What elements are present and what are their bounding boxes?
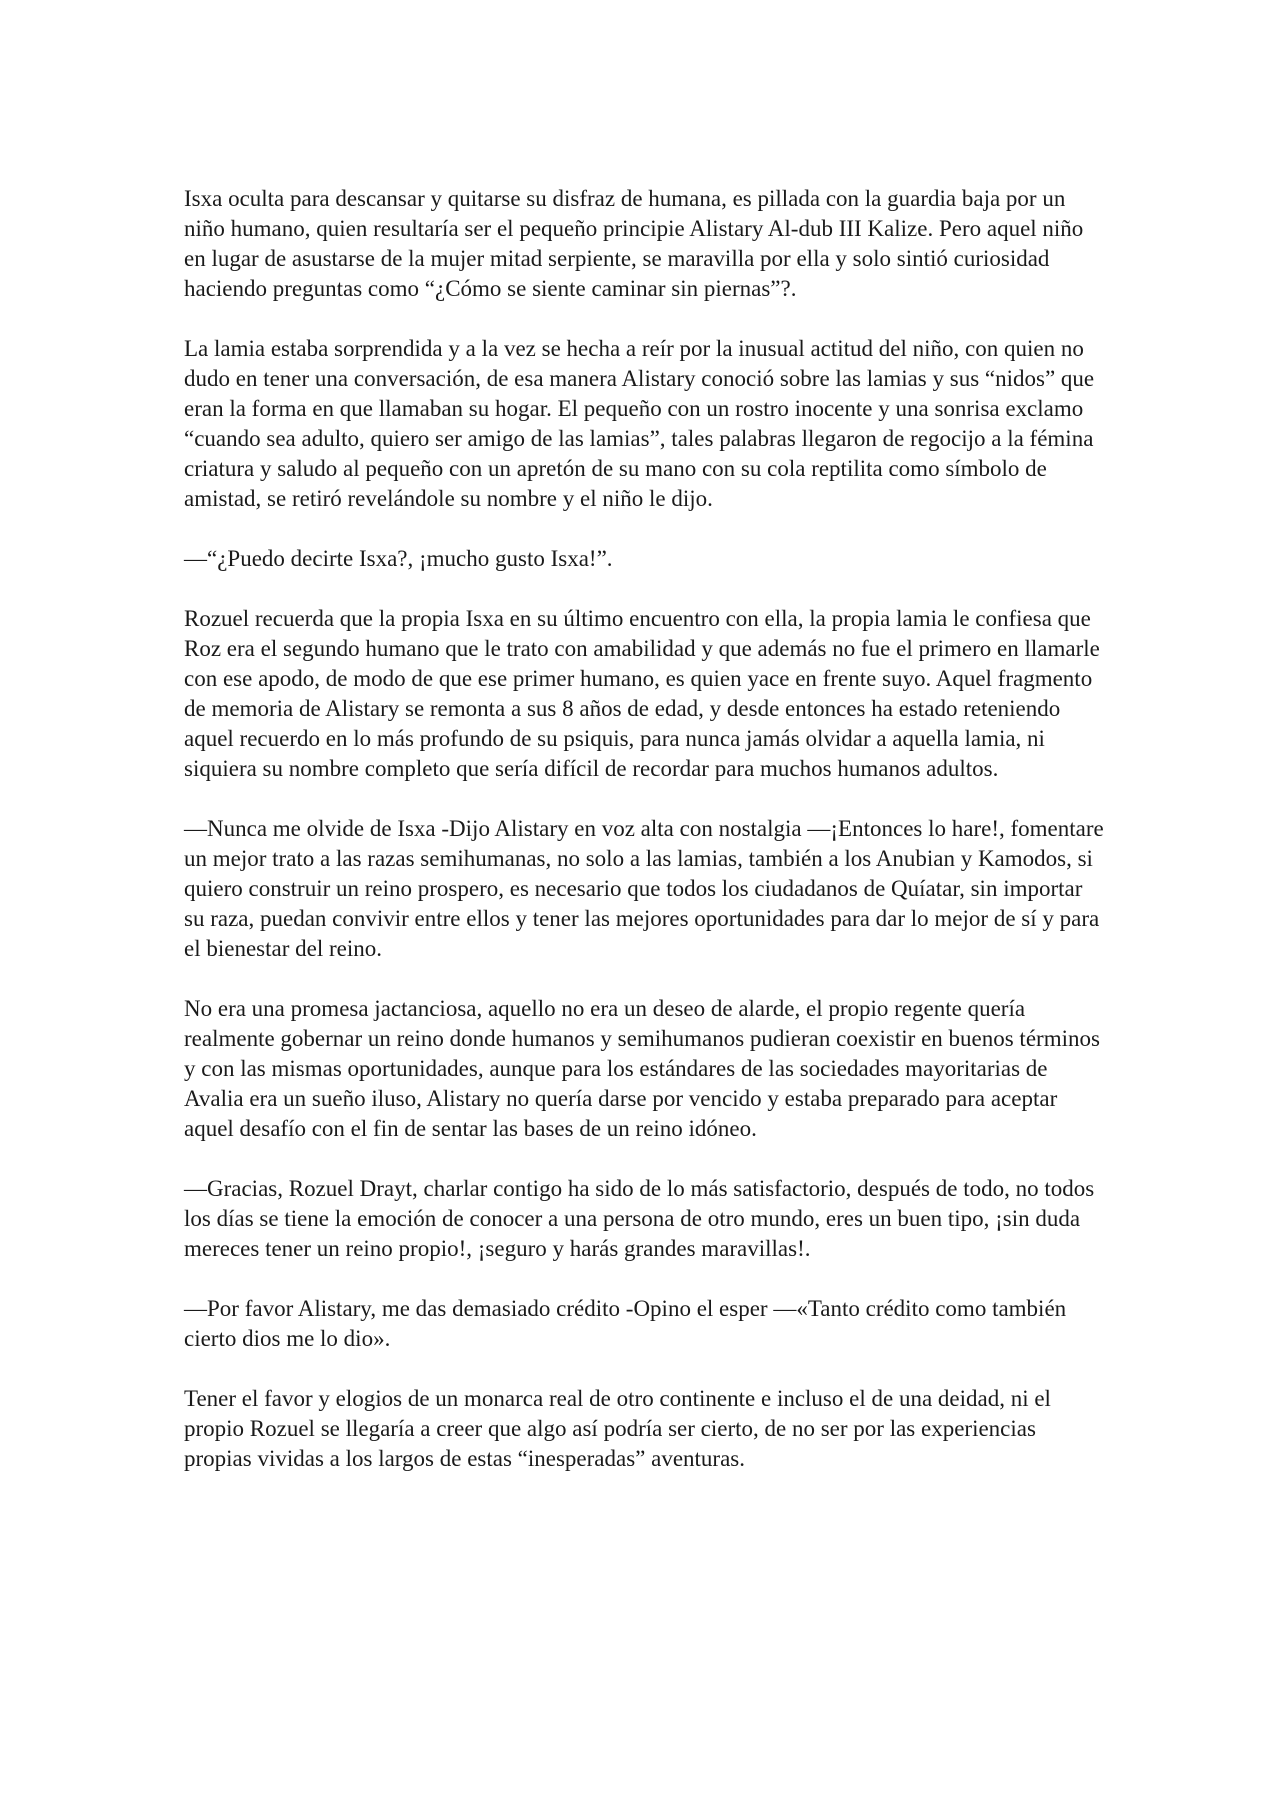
document-page [184, 184, 1104, 1504]
paragraph-8: —Por favor Alistary, me das demasiado crédito -Opino el esper —«Tanto crédito como también cierto dios me lo dio». [184, 1296, 1067, 1351]
paragraph-6: No era una promesa jactanciosa, aquello no era un deseo de alarde, el propio regente quería realmente gobernar un reino donde humanos y semihumanos pudieran coexistir en buenos términos y con las mismas oportunidades, aunque para los estándares de las sociedades mayoritarias de Avalia era un sueño iluso, Alistary no quería darse por vencido y estaba preparado para aceptar aquel desafío con el fin de sentar las bases de un reino idóneo. [184, 996, 1100, 1141]
paragraph-4: Rozuel recuerda que la propia Isxa en su último encuentro con ella, la propia lamia le confiesa que Roz era el segundo humano que le trato con amabilidad y que además no fue el primero en llamarle con ese apodo, de modo de que ese primer humano, es quien yace en frente suyo. Aquel fragmento de memoria de Alistary se remonta a sus 8 años de edad, y desde entonces ha estado reteniendo aquel recuerdo en lo más profundo de su psiquis, para nunca jamás olvidar a aquella lamia, ni siquiera su nombre completo que sería difícil de recordar para muchos humanos adultos. [184, 606, 1100, 781]
paragraph-1: Isxa oculta para descansar y quitarse su disfraz de humana, es pillada con la guardia baja por un niño humano, quien resultaría ser el pequeño principie Alistary Al-dub III Kalize. Pero aquel niño en lugar de asustarse de la mujer mitad serpiente, se maravilla por ella y solo sintió curiosidad haciendo preguntas como “¿Cómo se siente caminar sin piernas”?. [184, 186, 1084, 301]
paragraph-2: La lamia estaba sorprendida y a la vez se hecha a reír por la inusual actitud del niño, con quien no dudo en tener una conversación, de esa manera Alistary conoció sobre las lamias y sus “nidos” que eran la forma en que llamaban su hogar. El pequeño con un rostro inocente y una sonrisa exclamo “cuando sea adulto, quiero ser amigo de las lamias”, tales palabras llegaron de regocijo a la fémina criatura y saludo al pequeño con un apretón de su mano con su cola reptilita como símbolo de amistad, se retiró revelándole su nombre y el niño le dijo. [184, 336, 1095, 511]
paragraph-3: —“¿Puedo decirte Isxa?, ¡mucho gusto Isxa!”. [184, 546, 613, 571]
paragraph-5: —Nunca me olvide de Isxa -Dijo Alistary en voz alta con nostalgia —¡Entonces lo hare!, fomentare un mejor trato a las razas semihumanas, no solo a las lamias, también a los Anubian y Kamodos, si quiero construir un reino prospero, es necesario que todos los ciudadanos de Quíatar, sin importar su raza, puedan convivir entre ellos y tener las mejores oportunidades para dar lo mejor de sí y para el bienestar del reino. [184, 816, 1104, 961]
paragraph-7: —Gracias, Rozuel Drayt, charlar contigo ha sido de lo más satisfactorio, después de todo, no todos los días se tiene la emoción de conocer a una persona de otro mundo, eres un buen tipo, ¡sin duda mereces tener un reino propio!, ¡seguro y harás grandes maravillas!. [184, 1176, 1095, 1261]
paragraph-9: Tener el favor y elogios de un monarca real de otro continente e incluso el de una deidad, ni el propio Rozuel se llegaría a creer que algo así podría ser cierto, de no ser por las experiencias propias vividas a los largos de estas “inesperadas” aventuras. [184, 1386, 1051, 1471]
